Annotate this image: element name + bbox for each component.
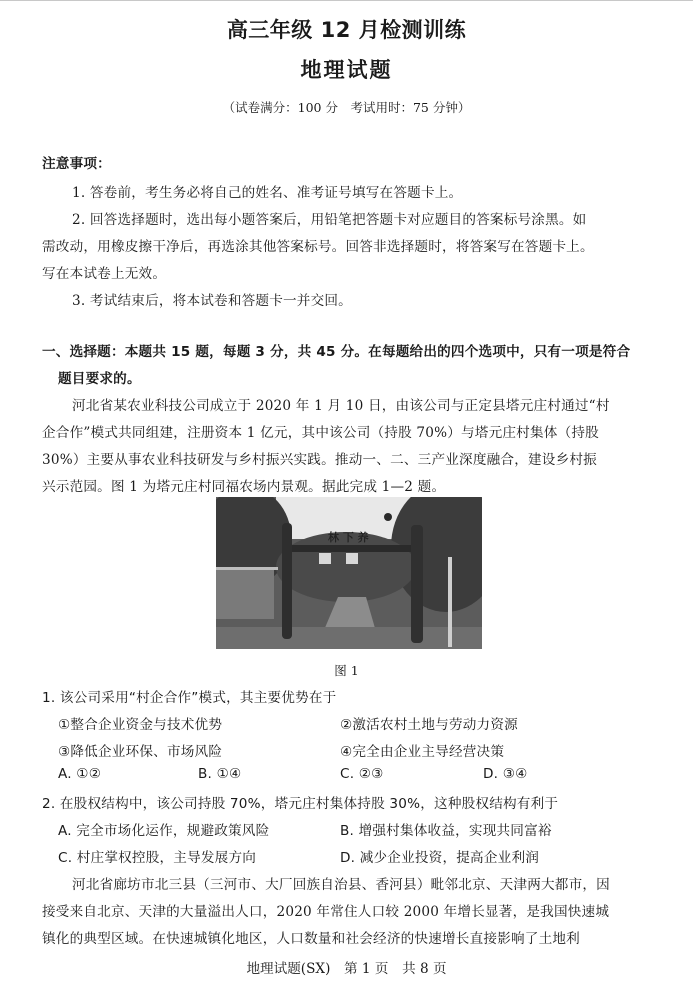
exam-title: 高三年级 12 月检测训练 — [226, 18, 467, 42]
passage1-line-4: 兴示范园。图 1 为塔元庄村同福农场内景观。据此完成 1—2 题。 — [42, 479, 446, 495]
question-2-stem: 2. 在股权结构中，该公司持股 70%，塔元庄村集体持股 30%，这种股权结构有利于 — [42, 796, 559, 812]
notice-item-2-end: 写在本试卷上无效。 — [42, 266, 167, 282]
passage1-line-1: 河北省某农业科技公司成立于 2020 年 1 月 10 日，由该公司与正定县塔元庄村通过“村 — [72, 398, 610, 414]
question-1-statement-2: ②激活农村土地与劳动力资源 — [340, 717, 518, 733]
question-1-option-a: A. ①② — [58, 766, 102, 782]
exam-info: （试卷满分：100 分 考试用时：75 分钟） — [222, 100, 471, 115]
question-1-option-d: D. ③④ — [483, 766, 528, 782]
passage2-line-1: 河北省廊坊市北三县（三河市、大厂回族自治县、香河县）毗邻北京、天津两大都市，因 — [72, 877, 610, 893]
notice-item-3: 3. 考试结束后，将本试卷和答题卡一并交回。 — [72, 293, 352, 309]
question-2-option-c: C. 村庄掌权控股，主导发展方向 — [58, 850, 257, 866]
figure-1-caption: 图 1 — [334, 663, 359, 678]
question-2-option-a: A. 完全市场化运作，规避政策风险 — [58, 823, 270, 839]
sign-text: 林 下 养 — [328, 531, 369, 544]
question-1-statement-3: ③降低企业环保、市场风险 — [58, 744, 223, 760]
page-top-border — [0, 0, 693, 1]
passage1-line-3: 30%）主要从事农业科技研发与乡村振兴实践。推动一、二、三产业深度融合，建设乡村振 — [42, 452, 597, 468]
exam-subject: 地理试题 — [300, 58, 393, 82]
question-2-option-b: B. 增强村集体收益，实现共同富裕 — [340, 823, 552, 839]
question-1-option-c: C. ②③ — [340, 766, 384, 782]
question-2-option-d: D. 减少企业投资，提高企业利润 — [340, 850, 540, 866]
passage1-line-2: 企合作”模式共同组建，注册资本 1 亿元，其中该公司（持股 70%）与塔元庄村集体（持股 — [42, 425, 599, 441]
passage2-line-2: 接受来自北京、天津的大量溢出人口，2020 年常住人口较 2000 年增长显著，是我国快速城 — [42, 904, 610, 920]
question-1-stem: 1. 该公司采用“村企合作”模式，其主要优势在于 — [42, 690, 337, 706]
notice-item-2-cont: 需改动，用橡皮擦干净后，再选涂其他答案标号。回答非选择题时，将答案写在答题卡上。 — [42, 239, 594, 255]
section-heading: 一、选择题：本题共 15 题，每题 3 分，共 45 分。在每题给出的四个选项中，只有一项是符合 — [42, 344, 631, 360]
question-1-statement-1: ①整合企业资金与技术优势 — [58, 717, 223, 733]
section-heading-cont: 题目要求的。 — [58, 371, 141, 387]
page-footer: 地理试题(SX) 第 1 页 共 8 页 — [246, 961, 447, 977]
passage2-line-3: 镇化的典型区域。在快速城镇化地区，人口数量和社会经济的快速增长直接影响了土地利 — [42, 931, 580, 947]
figure-1-photo — [216, 497, 482, 649]
notice-item-1: 1. 答卷前，考生务必将自己的姓名、准考证号填写在答题卡上。 — [72, 185, 463, 201]
notice-heading: 注意事项： — [42, 156, 111, 172]
question-1-option-b: B. ①④ — [198, 766, 242, 782]
question-1-statement-4: ④完全由企业主导经营决策 — [340, 744, 505, 760]
notice-item-2: 2. 回答选择题时，选出每小题答案后，用铅笔把答题卡对应题目的答案标号涂黑。如 — [72, 212, 587, 228]
